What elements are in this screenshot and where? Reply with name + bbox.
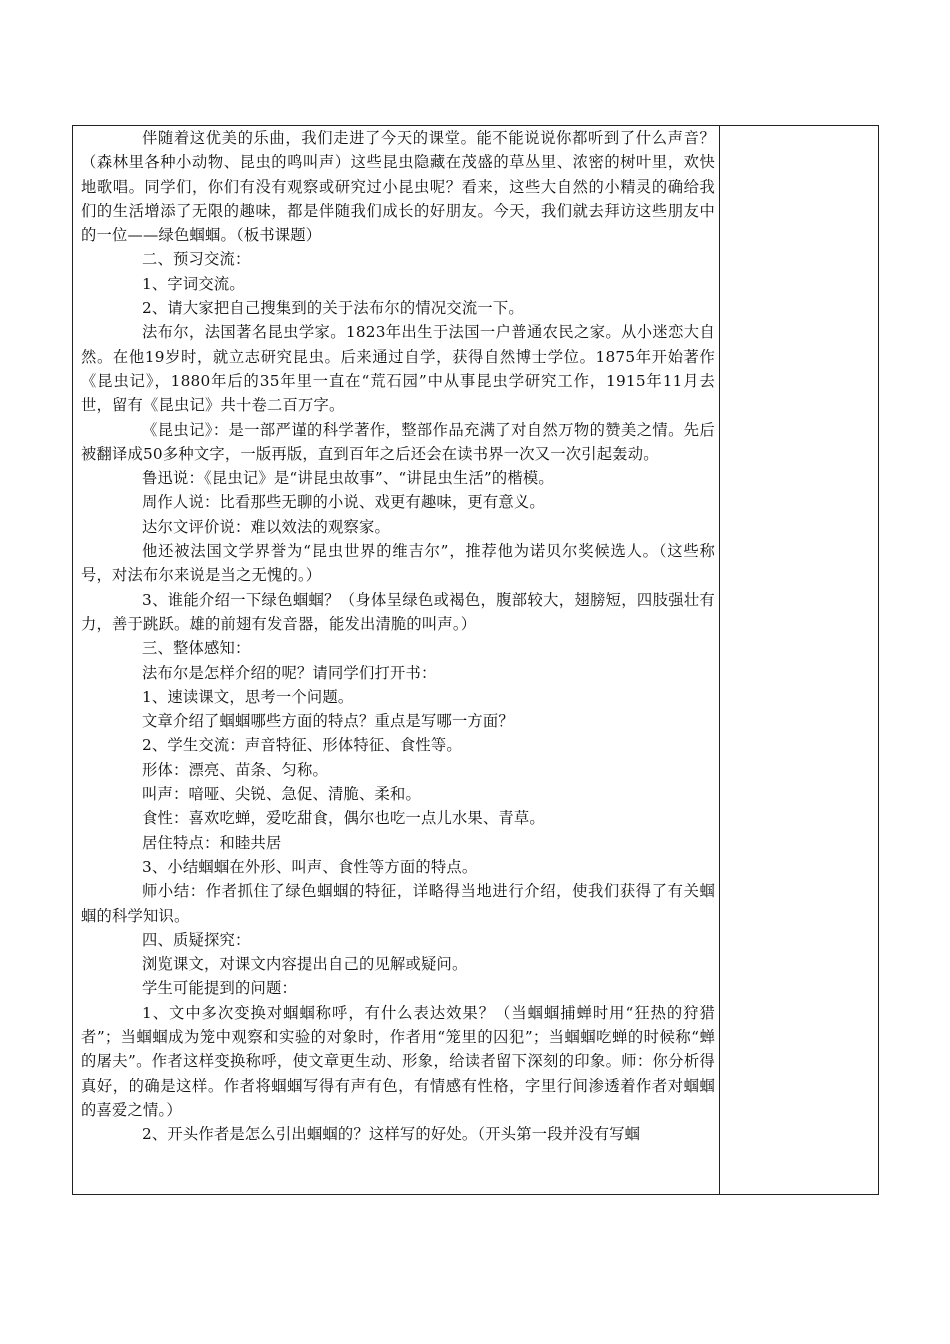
lesson-paragraph: 四、质疑探究： (142, 930, 251, 949)
lesson-paragraph: 《昆虫记》：是一部严谨的科学著作，整部作品充满了对自然万物的赞美之情。先后被翻译成50多种文字，一版再版，直到百年之后还会在读书界一次又一次引起轰动。 (81, 420, 715, 463)
lesson-paragraph: 形体：漂亮、苗条、匀称。 (142, 760, 328, 779)
lesson-paragraph: 他还被法国文学界誉为“昆虫世界的维吉尔”，推荐他为诺贝尔奖候选人。（这些称号，对法布尔来说是当之无愧的。） (81, 542, 715, 585)
lesson-paragraph: 2、请大家把自己搜集到的关于法布尔的情况交流一下。 (142, 299, 524, 318)
lesson-paragraph: 浏览课文，对课文内容提出自己的见解或疑问。 (142, 955, 468, 974)
lesson-paragraph: 3、小结蝈蝈在外形、叫声、食性等方面的特点。 (142, 857, 478, 876)
lesson-paragraph: 伴随着这优美的乐曲，我们走进了今天的课堂。能不能说说你都听到了什么声音？（森林里各种小动物、昆虫的鸣叫声）这些昆虫隐藏在茂盛的草丛里、浓密的树叶里，欢快地歌唱。同学们，你们有没有观察或研究过小昆虫呢？看来，这些大自然的小精灵的确给我们的生活增添了无限的趣味，都是伴随我们成长的好朋友。今天，我们就去拜访这些朋友中的一位——绿色蝈蝈。（板书课题） (81, 129, 715, 245)
lesson-paragraph: 叫声：喑哑、尖锐、急促、清脆、柔和。 (142, 785, 421, 804)
lesson-paragraph: 达尔文评价说：难以效法的观察家。 (142, 517, 390, 536)
lesson-paragraph: 鲁迅说：《昆虫记》是“讲昆虫故事”、“讲昆虫生活”的楷模。 (142, 469, 554, 488)
lesson-paragraph: 法布尔是怎样介绍的呢？请同学们打开书： (142, 663, 437, 682)
lesson-paragraph: 三、整体感知： (142, 639, 251, 658)
lesson-paragraph: 师小结：作者抓住了绿色蝈蝈的特征，详略得当地进行介绍，使我们获得了有关蝈蝈的科学知识。 (81, 882, 715, 925)
lesson-content-cell (81, 126, 715, 1194)
lesson-paragraph: 学生可能提到的问题： (142, 979, 297, 998)
column-divider (719, 126, 720, 1194)
lesson-paragraph: 1、文中多次变换对蝈蝈称呼，有什么表达效果？（当蝈蝈捕蝉时用“狂热的狩猎者”；当蝈蝈成为笼中观察和实验的对象时，作者用“笼里的囚犯”；当蝈蝈吃蝉的时候称“蝉的屠夫”。作者这样变换称呼，使文章更生动、形象，给读者留下深刻的印象。师：你分析得真好，的确是这样。作者将蝈蝈写得有声有色，有情感有性格，字里行间渗透着作者对蝈蝈的喜爱之情。） (81, 1003, 715, 1119)
lesson-paragraph: 1、速读课文，思考一个问题。 (142, 687, 354, 706)
lesson-paragraph: 法布尔，法国著名昆虫学家。1823年出生于法国一户普通农民之家。从小迷恋大自然。在他19岁时，就立志研究昆虫。后来通过自学，获得自然博士学位。1875年开始著作《昆虫记》，1880年后的35年里一直在“荒石园”中从事昆虫学研究工作，1915年11月去世，留有《昆虫记》共十卷二百万字。 (81, 323, 715, 415)
lesson-paragraph: 1、字词交流。 (142, 274, 245, 293)
lesson-paragraph: 2、学生交流：声音特征、形体特征、食性等。 (142, 736, 462, 755)
lesson-paragraph: 居住特点：和睦共居 (142, 833, 282, 852)
lesson-paragraph: 2、开头作者是怎么引出蝈蝈的？这样写的好处。（开头第一段并没有写蝈 (142, 1125, 641, 1144)
lesson-paragraph: 文章介绍了蝈蝈哪些方面的特点？重点是写哪一方面？ (142, 712, 514, 731)
lesson-paragraph: 二、预习交流： (142, 250, 251, 269)
lesson-paragraph: 周作人说：比看那些无聊的小说、戏更有趣味，更有意义。 (142, 493, 545, 512)
notes-cell (721, 126, 878, 1194)
lesson-paragraph: 食性：喜欢吃蝉，爱吃甜食，偶尔也吃一点儿水果、青草。 (142, 809, 545, 828)
lesson-table (72, 125, 879, 1195)
lesson-paragraph: 3、谁能介绍一下绿色蝈蝈？（身体呈绿色或褐色，腹部较大，翅膀短，四肢强壮有力，善于跳跃。雄的前翅有发音器，能发出清脆的叫声。） (81, 590, 715, 633)
